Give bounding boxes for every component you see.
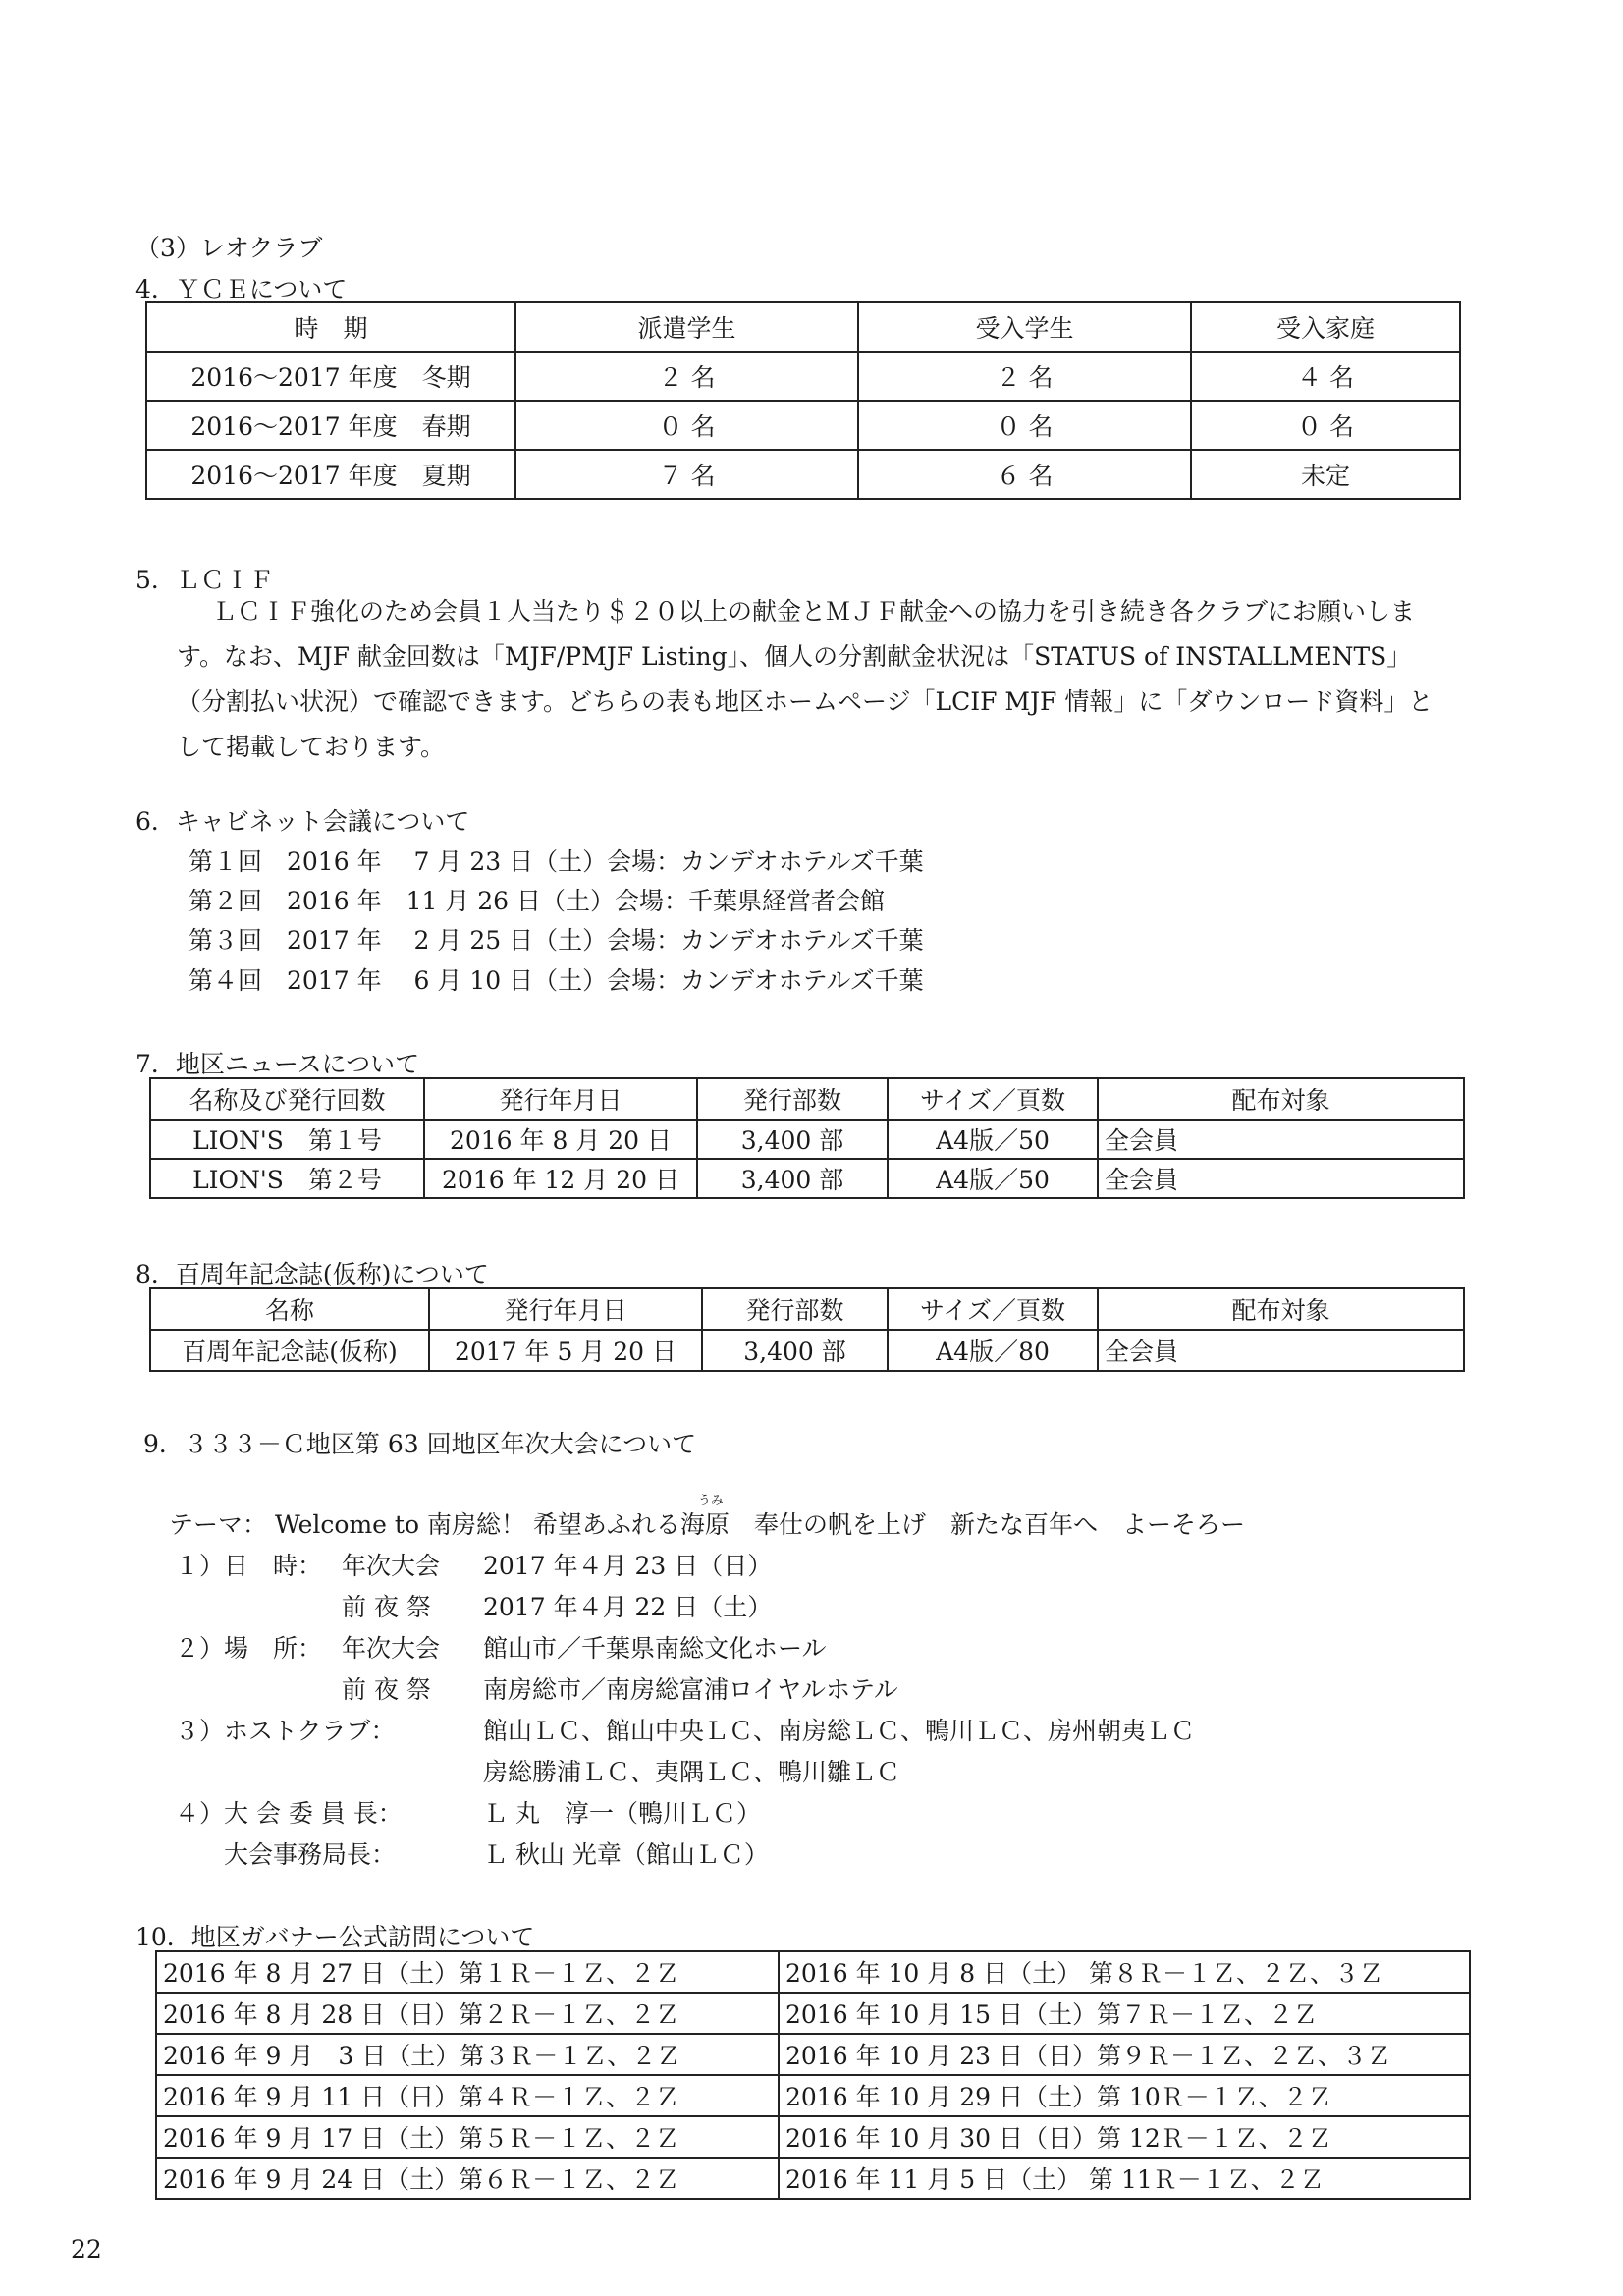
table-cell: 3,400 部 bbox=[697, 1159, 888, 1198]
table-header: 名称 bbox=[150, 1288, 429, 1330]
convention-value: 館山市／千葉県南総文化ホール bbox=[483, 1634, 827, 1663]
ruby-reading: うみ bbox=[697, 1494, 724, 1508]
convention-line bbox=[175, 1717, 396, 1746]
table-cell: 2016 年 10 月 30 日（日）第 12Ｒ－１Ｚ、２Ｚ bbox=[779, 2116, 1470, 2158]
table-row bbox=[150, 1159, 1464, 1198]
convention-line bbox=[175, 1634, 322, 1664]
table-row bbox=[156, 2075, 1470, 2116]
table-header: 受入学生 bbox=[858, 302, 1191, 352]
table-cell: LION'S 第２号 bbox=[150, 1159, 424, 1198]
table-cell: A4版／50 bbox=[888, 1120, 1098, 1159]
centennial-publication-table bbox=[149, 1287, 1465, 1372]
table-row bbox=[146, 401, 1460, 450]
theme-text-end: 奉仕の帆を上げ 新たな百年へ よーそろー bbox=[729, 1510, 1245, 1539]
table-header: 配布対象 bbox=[1098, 1078, 1464, 1120]
table-header-row bbox=[150, 1288, 1464, 1330]
table-row bbox=[156, 2116, 1470, 2158]
table-row bbox=[156, 1993, 1470, 2034]
table-cell: ２ 名 bbox=[515, 352, 858, 401]
table-cell: 全会員 bbox=[1098, 1159, 1464, 1198]
table-cell: 2016 年 10 月 23 日（日）第９Ｒ－１Ｚ、２Ｚ、３Ｚ bbox=[779, 2034, 1470, 2075]
table-cell: ０ 名 bbox=[858, 401, 1191, 450]
theme-ruby bbox=[679, 1494, 730, 1540]
district-news-table bbox=[149, 1077, 1465, 1199]
sec8-heading: 8．百周年記念誌(仮称)について bbox=[135, 1260, 489, 1288]
table-header: 発行部数 bbox=[697, 1078, 888, 1120]
sec5-body: ＬＣＩＦ強化のため会員１人当たり＄２０以上の献金とＭＪＦ献金への協力を引き続き各クラブにお願いします。なお、MJF 献金回数は「MJF/PMJF Listing」、個人の分割献金状況は「STATUS of INSTALLMENTS」（分割払い状況）で確認できます。どちらの表も地区ホームページ「LCIF MJF 情報」に「ダウンロード資料」として掲載しております。 bbox=[177, 597, 1434, 761]
sec9-heading: 9．３３３－Ｃ地区第 63 回地区年次大会について bbox=[143, 1430, 697, 1458]
table-cell: ２ 名 bbox=[858, 352, 1191, 401]
line-label: 大会事務局長： bbox=[175, 1840, 397, 1869]
table-header: 発行年月日 bbox=[424, 1078, 697, 1120]
table-cell: 2016 年 12 月 20 日 bbox=[424, 1159, 697, 1198]
table-header-row bbox=[150, 1078, 1464, 1120]
table-cell: 2016 年 10 月 15 日（土）第７Ｒ－１Ｚ、２Ｚ bbox=[779, 1993, 1470, 2034]
table-header: 受入家庭 bbox=[1191, 302, 1460, 352]
table-header: 配布対象 bbox=[1098, 1288, 1464, 1330]
table-cell: 2016 年 10 月 8 日（土） 第８Ｒ－１Ｚ、２Ｚ、３Ｚ bbox=[779, 1951, 1470, 1993]
table-cell: 百周年記念誌(仮称) bbox=[150, 1330, 429, 1371]
table-header-row bbox=[146, 302, 1460, 352]
table-cell: 3,400 部 bbox=[697, 1120, 888, 1159]
table-row bbox=[150, 1120, 1464, 1159]
convention-line bbox=[175, 1552, 322, 1581]
convention-value: Ｌ 丸 淳一（鴨川ＬＣ） bbox=[483, 1799, 761, 1828]
ruby-base: 海原 bbox=[679, 1510, 730, 1539]
table-cell: 2017 年 5 月 20 日 bbox=[429, 1330, 702, 1371]
sec10-heading: 10．地区ガバナー公式訪問について bbox=[135, 1923, 535, 1951]
convention-value: 房総勝浦ＬＣ、夷隅ＬＣ、鴨川雛ＬＣ bbox=[483, 1758, 901, 1786]
table-header: 時 期 bbox=[146, 302, 515, 352]
table-header: 発行年月日 bbox=[429, 1288, 702, 1330]
table-cell: 未定 bbox=[1191, 450, 1460, 499]
line-label: ４）大 会 委 員 長： bbox=[175, 1799, 403, 1828]
line-label: ２）場 所： bbox=[175, 1634, 323, 1663]
convention-sublabel: 年次大会 bbox=[342, 1634, 441, 1663]
cabinet-meeting-item: 第１回 2016 年 7 月 23 日（土）会場：カンデオホテルズ千葉 bbox=[189, 847, 924, 876]
table-cell: ０ 名 bbox=[1191, 401, 1460, 450]
convention-value: 館山ＬＣ、館山中央ＬＣ、南房総ＬＣ、鴨川ＬＣ、房州朝夷ＬＣ bbox=[483, 1717, 1196, 1745]
convention-value: Ｌ 秋山 光章（館山ＬＣ） bbox=[483, 1840, 769, 1869]
table-cell: ４ 名 bbox=[1191, 352, 1460, 401]
table-cell: 全会員 bbox=[1098, 1330, 1464, 1371]
table-cell: 2016 年 10 月 29 日（土）第 10Ｒ－１Ｚ、２Ｚ bbox=[779, 2075, 1470, 2116]
convention-line bbox=[175, 1840, 396, 1870]
sec5-heading: 5．ＬＣＩＦ bbox=[135, 566, 274, 594]
table-cell: ６ 名 bbox=[858, 450, 1191, 499]
table-cell: 全会員 bbox=[1098, 1120, 1464, 1159]
page-number: 22 bbox=[71, 2235, 102, 2264]
table-cell: 2016 年 8 月 20 日 bbox=[424, 1120, 697, 1159]
convention-sublabel: 前 夜 祭 bbox=[342, 1593, 431, 1621]
table-cell: A4版／50 bbox=[888, 1159, 1098, 1198]
convention-value: 2017 年４月 23 日（日） bbox=[483, 1552, 773, 1580]
table-header: サイズ／頁数 bbox=[888, 1288, 1098, 1330]
sec3-heading: （3）レオクラブ bbox=[135, 234, 323, 262]
table-cell: 2016 年 9 月 24 日（土）第６Ｒ－１Ｚ、２Ｚ bbox=[156, 2158, 779, 2199]
governor-visit-table bbox=[155, 1950, 1471, 2200]
table-cell: A4版／80 bbox=[888, 1330, 1098, 1371]
table-header: 名称及び発行回数 bbox=[150, 1078, 424, 1120]
line-label: １）日 時： bbox=[175, 1552, 323, 1580]
table-cell: 2016～2017 年度 夏期 bbox=[146, 450, 515, 499]
cabinet-meeting-item: 第２回 2016 年 11 月 26 日（土）会場：千葉県経営者会館 bbox=[189, 887, 886, 915]
table-cell: 2016 年 8 月 28 日（日）第２Ｒ－１Ｚ、２Ｚ bbox=[156, 1993, 779, 2034]
convention-sublabel: 年次大会 bbox=[342, 1552, 441, 1580]
sec6-heading: 6．キャビネット会議について bbox=[135, 807, 470, 836]
line-label: ３）ホストクラブ： bbox=[175, 1717, 396, 1745]
table-cell: 3,400 部 bbox=[702, 1330, 888, 1371]
theme-text-start: Welcome to 南房総！ 希望あふれる bbox=[274, 1510, 680, 1539]
table-row bbox=[150, 1330, 1464, 1371]
sec7-heading: 7．地区ニュースについて bbox=[135, 1050, 420, 1078]
convention-theme bbox=[169, 1494, 1245, 1540]
table-cell: 2016～2017 年度 冬期 bbox=[146, 352, 515, 401]
table-header: サイズ／頁数 bbox=[888, 1078, 1098, 1120]
table-cell: 2016 年 9 月 11 日（日）第４Ｒ－１Ｚ、２Ｚ bbox=[156, 2075, 779, 2116]
cabinet-meeting-item: 第４回 2017 年 6 月 10 日（土）会場：カンデオホテルズ千葉 bbox=[189, 966, 924, 995]
table-cell: 2016 年 9 月 17 日（土）第５Ｒ－１Ｚ、２Ｚ bbox=[156, 2116, 779, 2158]
cabinet-meeting-item: 第３回 2017 年 2 月 25 日（土）会場：カンデオホテルズ千葉 bbox=[189, 926, 924, 955]
table-row bbox=[146, 450, 1460, 499]
yce-table bbox=[145, 301, 1461, 500]
table-cell: 2016 年 9 月 3 日（土）第３Ｒ－１Ｚ、２Ｚ bbox=[156, 2034, 779, 2075]
table-cell: 2016～2017 年度 春期 bbox=[146, 401, 515, 450]
convention-value: 南房総市／南房総富浦ロイヤルホテル bbox=[483, 1675, 898, 1704]
convention-value: 2017 年４月 22 日（土） bbox=[483, 1593, 773, 1621]
theme-label: テーマ： bbox=[169, 1510, 268, 1539]
table-row bbox=[156, 2158, 1470, 2199]
table-header: 派遣学生 bbox=[515, 302, 858, 352]
table-row bbox=[156, 2034, 1470, 2075]
table-row bbox=[146, 352, 1460, 401]
table-cell: 2016 年 8 月 27 日（土）第１Ｒ－１Ｚ、２Ｚ bbox=[156, 1951, 779, 1993]
sec4-heading: 4．ＹＣＥについて bbox=[135, 275, 348, 303]
table-cell: LION'S 第１号 bbox=[150, 1120, 424, 1159]
table-cell: 2016 年 11 月 5 日（土） 第 11Ｒ－１Ｚ、２Ｚ bbox=[779, 2158, 1470, 2199]
table-cell: ７ 名 bbox=[515, 450, 858, 499]
table-cell: ０ 名 bbox=[515, 401, 858, 450]
convention-line bbox=[175, 1799, 403, 1829]
table-header: 発行部数 bbox=[702, 1288, 888, 1330]
convention-sublabel: 前 夜 祭 bbox=[342, 1675, 431, 1704]
table-row bbox=[156, 1951, 1470, 1993]
